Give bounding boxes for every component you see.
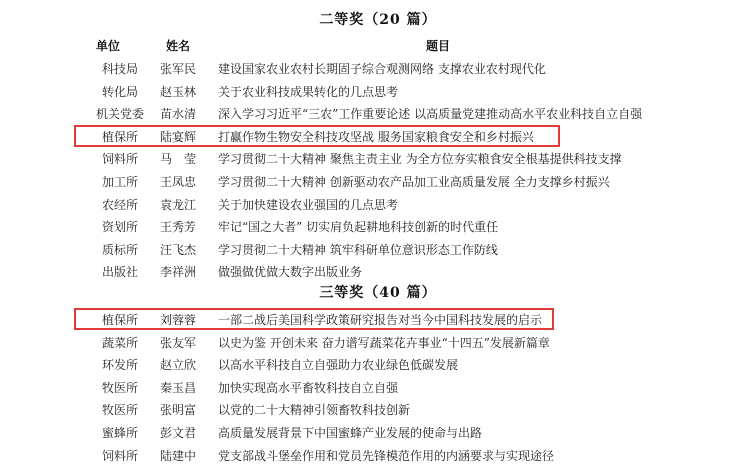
row-unit: 蔬菜所: [101, 335, 138, 350]
row-unit: 饲料所: [101, 448, 138, 463]
row-unit: 蜜蜂所: [101, 426, 138, 440]
row-author: 张友军: [160, 335, 197, 350]
header-name: 姓名: [166, 39, 191, 53]
row-title: 学习贯彻二十大精神 筑牢科研单位意识形态工作防线: [218, 242, 498, 257]
row-author: 秦玉昌: [160, 380, 197, 395]
table-row: [0, 422, 756, 444]
row-unit: 转化局: [101, 84, 138, 99]
row-unit: 出版社: [101, 265, 138, 280]
row-unit: 质标所: [101, 242, 138, 257]
row-title: 做强做优做大数字出版业务: [218, 265, 363, 280]
section-title-third-prize: 三等奖（40 篇）: [319, 285, 437, 301]
row-unit: 机关党委: [95, 107, 144, 122]
row-unit: 科技局: [101, 62, 138, 76]
row-title: 建设国家农业农村长期固子综合观测网络 支撑农业农村现代化: [218, 62, 546, 76]
row-title: 深入学习习近平“三农”工作重要论述 以高质量党建推动高水平农业科技自立自强: [218, 107, 643, 122]
row-title: 牢记“国之大者” 切实肩负起耕地科技创新的时代重任: [218, 220, 499, 235]
row-unit: 植保所: [101, 313, 138, 327]
row-unit: 牧医所: [101, 380, 138, 395]
row-title: 党支部战斗堡垒作用和党员先锋模范作用的内涵要求与实现途径: [218, 448, 555, 463]
table-row: [0, 81, 756, 103]
row-author: 王凤忠: [160, 175, 197, 189]
row-author: 陆宴辉: [160, 129, 197, 144]
table-row: [0, 309, 756, 331]
row-author: 张明富: [160, 403, 197, 418]
table-row: [0, 445, 756, 467]
table-row: [0, 332, 756, 354]
row-title: 加快实现高水平畜牧科技自立自强: [218, 380, 399, 395]
row-title: 学习贯彻二十大精神 聚焦主责主业 为全方位夯实粮食安全根基提供科技支撑: [218, 152, 622, 167]
row-author: 李祥洲: [160, 265, 197, 280]
row-title: 打赢作物生物安全科技攻坚战 服务国家粮食安全和乡村振兴: [218, 129, 534, 144]
row-unit: 植保所: [101, 129, 138, 144]
table-row: [0, 399, 756, 421]
row-title: 关于加快建设农业强国的几点思考: [218, 197, 399, 212]
row-title: 以高水平科技自立自强助力农业绿色低碳发展: [218, 358, 459, 373]
table-row: [0, 171, 756, 193]
row-unit: 加工所: [101, 175, 138, 189]
row-title: 以史为鉴 开创未来 奋力谱写蔬菜花卉事业“十四五”发展新篇章: [218, 335, 550, 350]
row-title: 以党的二十大精神引领畜牧科技创新: [218, 403, 411, 418]
row-author: 马 莹: [160, 152, 197, 167]
row-author: 陆建中: [160, 448, 197, 463]
row-title: 高质量发展背景下中国蜜蜂产业发展的使命与出路: [218, 426, 483, 440]
table-row: [0, 58, 756, 80]
table-row: [0, 354, 756, 376]
row-author: 刘蓉蓉: [160, 313, 197, 327]
row-author: 袁龙江: [160, 197, 197, 212]
row-unit: 环发所: [101, 358, 138, 373]
table-row: [0, 216, 756, 238]
header-topic: 题目: [426, 39, 451, 53]
section-title-second-prize: 二等奖（20 篇）: [319, 12, 437, 28]
row-title: 关于农业科技成果转化的几点思考: [218, 84, 399, 99]
row-author: 张军民: [160, 62, 197, 76]
row-author: 苗水清: [160, 107, 197, 122]
table-row: [0, 261, 756, 283]
row-author: 王秀芳: [160, 220, 197, 235]
table-row: [0, 103, 756, 125]
row-author: 彭文君: [160, 426, 197, 440]
table-row: [0, 194, 756, 216]
row-author: 赵立欣: [160, 358, 197, 373]
row-unit: 牧医所: [101, 403, 138, 418]
table-row: [0, 126, 756, 148]
row-unit: 农经所: [101, 197, 138, 212]
table-row: [0, 239, 756, 261]
row-unit: 饲料所: [101, 152, 138, 167]
table-row: [0, 148, 756, 170]
row-title: 一部二战后美国科学政策研究报告对当今中国科技发展的启示: [218, 313, 543, 327]
row-title: 学习贯彻二十大精神 创新驱动农产品加工业高质量发展 全力支撑乡村振兴: [218, 175, 610, 189]
row-author: 赵玉林: [160, 84, 197, 99]
table-row: [0, 377, 756, 399]
row-unit: 资划所: [101, 220, 138, 235]
row-author: 汪飞杰: [160, 242, 197, 257]
header-unit: 单位: [96, 39, 121, 53]
